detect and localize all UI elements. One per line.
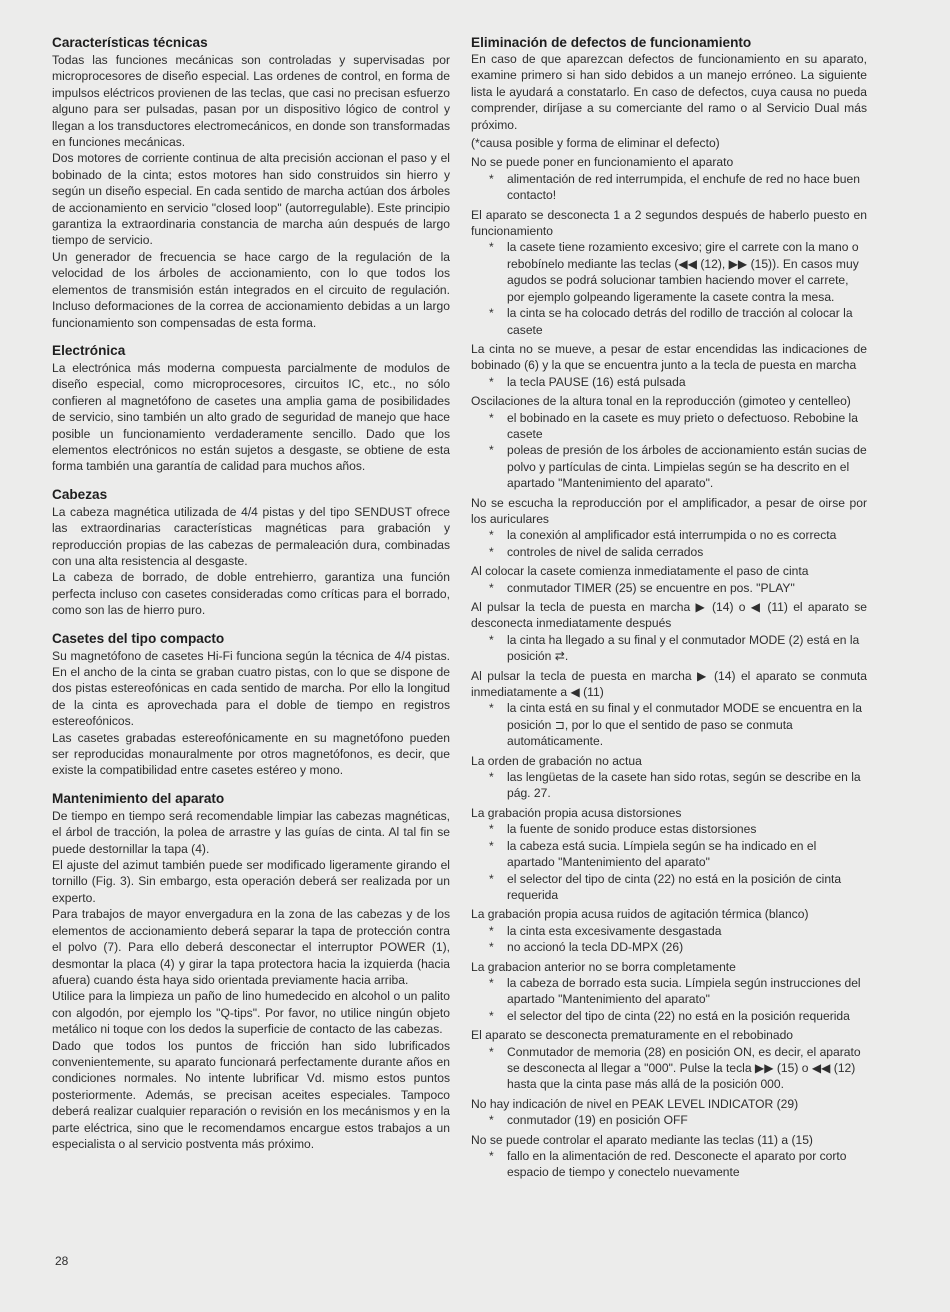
problem-text: La grabación propia acusa ruidos de agitación térmica (blanco) — [471, 907, 809, 922]
section-title: Características técnicas — [52, 35, 208, 50]
problem-item — [471, 393, 867, 491]
problem-text: La cinta no se mueve, a pesar de estar encendidas las indicaciones de bobinado (6) y la que se encuentra junto a la tecla de puesta en marcha — [471, 341, 867, 373]
cause-item: * controles de nivel de salida cerrados — [471, 544, 867, 560]
cause-item: * la tecla PAUSE (16) está pulsada — [471, 374, 867, 390]
cause-item: * conmutador TIMER (25) se encuentre en pos. "PLAY" — [471, 580, 867, 596]
problem-text: No se escucha la reproducción por el amplificador, a pesar de oirse por los auriculares — [471, 495, 867, 526]
cause-item: * Conmutador de memoria (28) en posición ON, es decir, el aparato se desconecta al llegar a "000". Pulse la tecla ▶▶ (15) o ◀◀ (12) hasta que la cinta pase más allá de la posición 000. — [471, 1044, 867, 1093]
cause-item: * la cinta esta excesivamente desgastada — [471, 923, 867, 939]
cause-item: * la casete tiene rozamiento excesivo; gire el carrete con la mano o rebobínelo mediante las teclas (◀◀ (12), ▶▶ (15)). En casos muy agudos se podrá solucionar tambien haciendo mover el carrete, por ejemplo golpeando ligeramente la casete contra la mesa. — [471, 239, 867, 305]
cause-item: * la cinta está en su final y el conmutador MODE se encuentra en la posición ⊐, por lo que el sentido de paso se conmuta automáticamente. — [471, 700, 867, 749]
section-cabezas — [52, 486, 450, 619]
problem-text: Oscilaciones de la altura tonal en la reproducción (gimoteo y centelleo) — [471, 394, 851, 409]
section-caracteristicas — [52, 34, 450, 331]
paragraph: La cabeza magnética utilizada de 4/4 pistas y del tipo SENDUST ofrece las extraordinarias características magnéticas para grabación y reproducción propias de las cabezas de permaleación dura, combinadas con una alta resistencia al desgaste. — [52, 504, 450, 568]
cause-item: * las lengüetas de la casete han sido rotas, según se describe en la pág. 27. — [471, 769, 867, 802]
cause-item: * la conexión al amplificador está interrumpida o no es correcta — [471, 527, 867, 543]
problem-item — [471, 1096, 867, 1129]
cause-item: * la cabeza de borrado esta sucia. Límpiela según instrucciones del apartado "Mantenimiento del aparato" — [471, 975, 867, 1008]
problem-text: Al pulsar la tecla de puesta en marcha ▶ (14) o ◀ (11) el aparato se desconecta inmediatamente después — [471, 600, 867, 631]
paragraph: Para trabajos de mayor envergadura en la zona de las cabezas y de los elementos de accionamiento deberá separar la tapa de protección contra el polvo (7). Para ello deberá desconectar el interruptor POWER (1), desmontar la placa (4) y girar la tapa protectora hacia la izquierda (hacia afuera) cuando ésta haya sido orientada previamente hacia arriba. — [52, 907, 450, 987]
cause-item: * la cinta se ha colocado detrás del rodillo de tracción al colocar la casete — [471, 305, 867, 338]
paragraph: Todas las funciones mecánicas son controladas y supervisadas por microprocesores de diseño especial. Las ordenes de control, en forma de impulsos eléctricos provienen de las teclas, que casi no precisan esfuerzo alguno para ser pulsadas, pasan por un dispositivo lógico de control y llegan a los transductores electromecánicos, en donde son transformadas en funciones mecánicas. — [52, 53, 450, 150]
problem-item — [471, 668, 867, 750]
left-column — [52, 34, 450, 1163]
cause-item: * la fuente de sonido produce estas distorsiones — [471, 821, 867, 837]
page-number: 28 — [55, 1254, 69, 1268]
cause-item: * poleas de presión de los árboles de accionamiento están sucias de polvo y partículas de cinta. Limpielas según se ha descrito en el apartado "Mantenimiento del aparato". — [471, 442, 867, 491]
problem-text: La grabacion anterior no se borra completamente — [471, 959, 736, 974]
problem-text: Al pulsar la tecla de puesta en marcha ▶ (14) el aparato se conmuta inmediatamente a ◀ (11) — [471, 668, 867, 700]
paragraph: Las casetes grabadas estereofónicamente en su magnetófono pueden ser reproducidas monauralmente por otros magnetófonos, es decir, que existe la compatibilidad entre casetes estéreo y mono. — [52, 730, 450, 778]
problem-text: Al colocar la casete comienza inmediatamente el paso de cinta — [471, 564, 809, 579]
right-column — [471, 34, 867, 1181]
problem-item — [471, 959, 867, 1025]
section-electronica — [52, 342, 450, 475]
troubleshooting-note: (*causa posible y forma de eliminar el defecto) — [471, 136, 720, 151]
paragraph: Un generador de frecuencia se hace cargo de la regulación de la velocidad de los árboles de accionamiento, con lo que todos los elementos de transmisión están integrados en el circuito de regulación. Incluso deformaciones de la correa de accionamiento debidas a un largo funcionamiento son compensadas de esta forma. — [52, 249, 450, 330]
problem-text: La orden de grabación no actua — [471, 753, 642, 768]
section-title: Mantenimiento del aparato — [52, 790, 225, 806]
paragraph: Su magnetófono de casetes Hi-Fi funciona según la técnica de 4/4 pistas. En el ancho de la cinta se graban cuatro pistas, con lo que se dispone de dos pistas estereofónicas en cada sentido de marcha. Por ello la longitud de la cinta es aprovechada para el doble de tiempo en registros estereofónicos. — [52, 648, 450, 729]
problem-text: La grabación propia acusa distorsiones — [471, 805, 682, 820]
problem-item — [471, 599, 867, 665]
section-mantenimiento — [52, 790, 450, 1153]
problem-item — [471, 1132, 867, 1181]
problem-item — [471, 207, 867, 338]
problem-item — [471, 341, 867, 390]
troubleshooting-intro: En caso de que aparezcan defectos de funcionamiento en su aparato, examine primero si han sido debidos a un manejo erróneo. La siguiente lista le ayudará a constatarlo. En caso de defectos, cuya causa no pueda comprender, diríjase a su comerciante del ramo o al Servicio Dual más próximo. — [471, 52, 867, 132]
paragraph: De tiempo en tiempo será recomendable limpiar las cabezas magnéticas, el árbol de tracción, la polea de arrastre y las guías de cinta. Al tal fin se puede destornillar la tapa (4). — [52, 808, 450, 856]
cause-item: * el selector del tipo de cinta (22) no está en la posición de cinta requerida — [471, 871, 867, 904]
problem-item — [471, 563, 867, 596]
cause-item: * la cabeza está sucia. Límpiela según se ha indicado en el apartado "Mantenimiento del aparato" — [471, 838, 867, 871]
paragraph: El ajuste del azimut también puede ser modificado ligeramente girando el tornillo (Fig. 3). Sin embargo, esta operación deberá ser realizada por un experto. — [52, 858, 450, 905]
cause-item: * fallo en la alimentación de red. Desconecte el aparato por corto espacio de tiempo y conectelo nuevamente — [471, 1148, 867, 1181]
problem-item — [471, 906, 867, 955]
cause-item: * conmutador (19) en posición OFF — [471, 1112, 867, 1128]
paragraph: Dos motores de corriente continua de alta precisión accionan el paso y el bobinado de la cinta; estos motores han sido construidos sin hierro y según un diseño especial. En cada sentido de marcha actúan dos árboles de accionamiento en servicio "closed loop" (autorregulable). Este principio garantiza la extraordinaria constancia de marcha aún después de largo tiempo de servicio. — [52, 151, 450, 248]
section-casetes — [52, 630, 450, 779]
troubleshooting-title: Eliminación de defectos de funcionamiento — [471, 35, 752, 50]
paragraph: Utilice para la limpieza un paño de lino humedecido en alcohol o un palito con algodón, por ejemplo los "Q-tips". Por favor, no utilice ningún objeto metálico ni toque con los dedos la superficie de contacto de las cabezas. — [52, 989, 450, 1037]
paragraph: Dado que todos los puntos de fricción han sido lubrificados convenientemente, su aparato funcionará perfectamente durante años en condiciones normales. No intente lubrificar Vd. mismo estos puntos posteriormente. Además, se precisan aceites especiales. Tampoco deberá realizar cualquier reparación o revisión en los mecánismos y en la parte eléctrica, sino que le recomendamos encargue estos trabajos a un especialista o al servicio postventa más próximo. — [52, 1038, 450, 1151]
paragraph: La electrónica más moderna compuesta parcialmente de modulos de diseño especial, como microprocesores, circuitos IC, etc., no sólo confieren al magnetófono de casetes una amplia gama de posibilidades de servicio, sino también un alto grado de seguridad de manejo que hace posible un funcionamiento verdaderamente sencillo. Dado que los elementos electrónicos no están sujetos a desgaste, se obtiene de esta forma también una garantía de calidad para muchos años. — [52, 360, 450, 474]
problem-text: No hay indicación de nivel en PEAK LEVEL INDICATOR (29) — [471, 1096, 799, 1111]
problem-item — [471, 495, 867, 561]
problem-item — [471, 1027, 867, 1093]
section-title: Casetes del tipo compacto — [52, 630, 225, 646]
paragraph: La cabeza de borrado, de doble entrehierro, garantiza una función perfecta incluso con casetes consideradas como críticas para el borrado, como son las de hierro puro. — [52, 570, 450, 618]
cause-item: * el bobinado en la casete es muy prieto o defectuoso. Rebobine la casete — [471, 410, 867, 443]
section-title: Electrónica — [52, 342, 126, 358]
problem-text: No se puede controlar el aparato mediante las teclas (11) a (15) — [471, 1132, 813, 1147]
problem-text: El aparato se desconecta prematuramente en el rebobinado — [471, 1028, 794, 1043]
problem-item — [471, 753, 867, 802]
cause-item: * la cinta ha llegado a su final y el conmutador MODE (2) está en la posición ⇄. — [471, 632, 867, 665]
cause-item: * no accionó la tecla DD-MPX (26) — [471, 939, 867, 955]
problem-item — [471, 805, 867, 903]
problem-text: El aparato se desconecta 1 a 2 segundos después de haberlo puesto en funcionamiento — [471, 207, 867, 239]
cause-item: * el selector del tipo de cinta (22) no está en la posición requerida — [471, 1008, 867, 1024]
cause-item: * alimentación de red interrumpida, el enchufe de red no hace buen contacto! — [471, 171, 867, 204]
problem-item — [471, 154, 867, 203]
section-title: Cabezas — [52, 486, 108, 502]
problem-text: No se puede poner en funcionamiento el aparato — [471, 155, 734, 170]
